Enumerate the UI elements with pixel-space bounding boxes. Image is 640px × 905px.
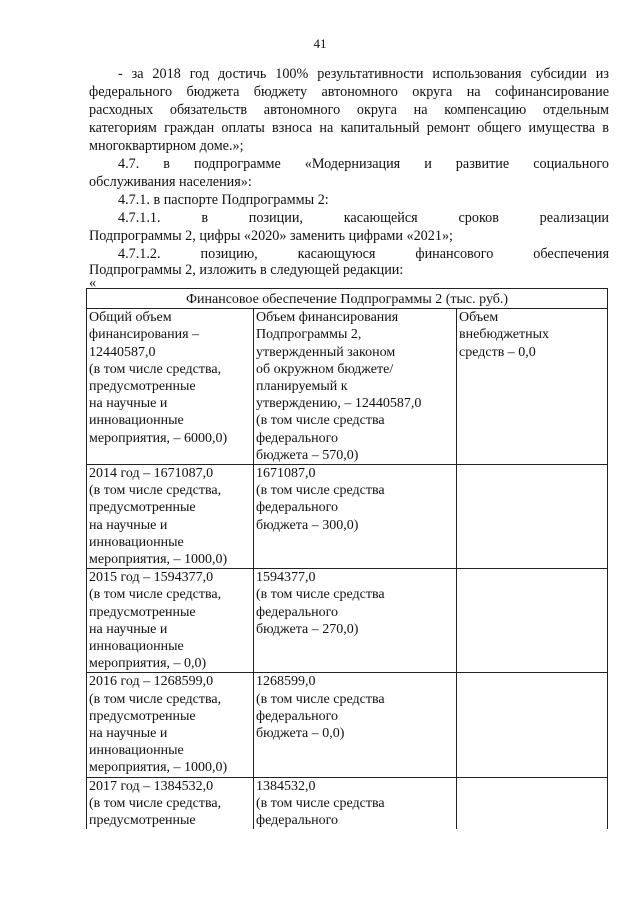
cell-line: федерального — [256, 500, 339, 516]
cell-line: на научные и — [89, 396, 168, 412]
table-title-row — [87, 289, 608, 309]
cell-line: Общий объем — [89, 310, 172, 326]
year-extra-cell — [457, 465, 608, 569]
cell-line: федерального — [256, 604, 339, 620]
cell-line: бюджета – 570,0) — [256, 447, 359, 463]
cell-line: (в том числе средства — [256, 691, 385, 707]
year-extra-cell — [457, 777, 608, 829]
cell-line: средств – 0,0 — [459, 344, 536, 360]
table-row — [87, 673, 608, 777]
table-header-row — [87, 309, 608, 465]
cell-line: предусмотренные — [89, 500, 196, 516]
cell-line: предусмотренные — [89, 604, 196, 620]
cell-line: 2016 год – 1268599,0 — [89, 674, 214, 690]
financing-table — [86, 288, 608, 829]
cell-line: (в том числе средства, — [89, 587, 222, 603]
page-bottom-margin — [0, 840, 640, 905]
cell-line: Объем — [459, 310, 499, 326]
cell-line: 1384532,0 — [256, 778, 316, 794]
cell-line: мероприятия, – 1000,0) — [89, 760, 228, 776]
total-financing-cell — [87, 309, 254, 465]
paragraph-line: федерального бюджета бюджету автономного округа на софинансирование — [89, 84, 609, 100]
cell-line: (в том числе средства, — [89, 483, 222, 499]
paragraph-line: Подпрограммы 2, цифры «2020» заменить цифрами «2021»; — [89, 228, 453, 244]
year-extra-cell — [457, 673, 608, 777]
extrabudgetary-cell — [457, 309, 608, 465]
cell-line: федерального — [256, 708, 339, 724]
year-approved-cell — [254, 569, 457, 673]
cell-line: бюджета – 300,0) — [256, 517, 359, 533]
cell-line: бюджета – 0,0) — [256, 726, 345, 742]
paragraph-line: 4.7.1. в паспорте Подпрограммы 2: — [118, 192, 329, 208]
cell-line: на научные и — [89, 726, 168, 742]
year-total-cell — [87, 569, 254, 673]
paragraph-line: 4.7.1.2. позицию, касающуюся финансового обеспечения — [118, 246, 609, 262]
cell-line: об окружном бюджете/ — [256, 361, 394, 377]
cell-line: 1594377,0 — [256, 570, 316, 586]
cell-line: 2017 год – 1384532,0 — [89, 778, 214, 794]
cell-line: на научные и — [89, 517, 168, 533]
approved-financing-cell — [254, 309, 457, 465]
paragraph-line: многоквартирном доме.»; — [89, 138, 244, 154]
cell-line: внебюджетных — [459, 327, 550, 343]
year-approved-cell — [254, 777, 457, 829]
year-total-cell — [87, 673, 254, 777]
cell-line: (в том числе средства — [256, 587, 385, 603]
cell-line: федерального — [256, 813, 339, 829]
paragraph-line: Подпрограммы 2, изложить в следующей редакции: — [89, 262, 404, 278]
cell-line: утверждению, – 12440587,0 — [256, 396, 422, 412]
cell-line: 2014 год – 1671087,0 — [89, 466, 214, 482]
cell-line: на научные и — [89, 621, 168, 637]
cell-line: (в том числе средства, — [89, 361, 222, 377]
cell-line: мероприятия, – 6000,0) — [89, 430, 228, 446]
cell-line: предусмотренные — [89, 379, 196, 395]
cell-line: предусмотренные — [89, 813, 196, 829]
paragraph-line: - за 2018 год достичь 100% результативности использования субсидии из — [118, 66, 609, 82]
cell-line: (в том числе средства, — [89, 691, 222, 707]
cell-line: бюджета – 270,0) — [256, 621, 359, 637]
cell-line: Подпрограммы 2, — [256, 327, 362, 343]
paragraph-line: категориям граждан оплаты взноса на капитальный ремонт общего имущества в — [89, 120, 609, 136]
cell-line: планируемый к — [256, 379, 348, 395]
cell-line: (в том числе средства, — [89, 795, 222, 811]
cell-line: предусмотренные — [89, 708, 196, 724]
paragraph-line: 4.7. в подпрограмме «Модернизация и развитие социального — [118, 156, 609, 172]
cell-line: 12440587,0 — [89, 344, 156, 360]
paragraph-line: обслуживания населения»: — [89, 174, 252, 190]
cell-line: утвержденный законом — [256, 344, 396, 360]
cell-line: финансирования – — [89, 327, 200, 343]
cell-line: (в том числе средства — [256, 795, 385, 811]
table-row — [87, 465, 608, 569]
cell-line: (в том числе средства — [256, 483, 385, 499]
cell-line: 1671087,0 — [256, 466, 316, 482]
table-row — [87, 569, 608, 673]
year-extra-cell — [457, 569, 608, 673]
cell-line: (в том числе средства — [256, 413, 385, 429]
year-approved-cell — [254, 465, 457, 569]
year-total-cell — [87, 465, 254, 569]
cell-line: федерального — [256, 430, 339, 446]
paragraph-line: 4.7.1.1. в позиции, касающейся сроков реализации — [118, 210, 609, 226]
cell-line: инновационные — [89, 534, 184, 550]
open-quote-mark: « — [89, 275, 97, 291]
table-row — [87, 777, 608, 829]
cell-line: мероприятия, – 1000,0) — [89, 552, 228, 568]
year-approved-cell — [254, 673, 457, 777]
cell-line: 2015 год – 1594377,0 — [89, 570, 214, 586]
cell-line: инновационные — [89, 639, 184, 655]
year-total-cell — [87, 777, 254, 829]
cell-line: инновационные — [89, 413, 184, 429]
cell-line: Объем финансирования — [256, 310, 399, 326]
cell-line: инновационные — [89, 743, 184, 759]
cell-line: 1268599,0 — [256, 674, 316, 690]
table-title: Финансовое обеспечение Подпрограммы 2 (тыс. руб.) — [87, 289, 608, 309]
cell-line: мероприятия, – 0,0) — [89, 656, 207, 672]
paragraph-line: расходных обязательств автономного округа на компенсацию отдельным — [89, 102, 609, 118]
page-number: 41 — [313, 36, 327, 51]
